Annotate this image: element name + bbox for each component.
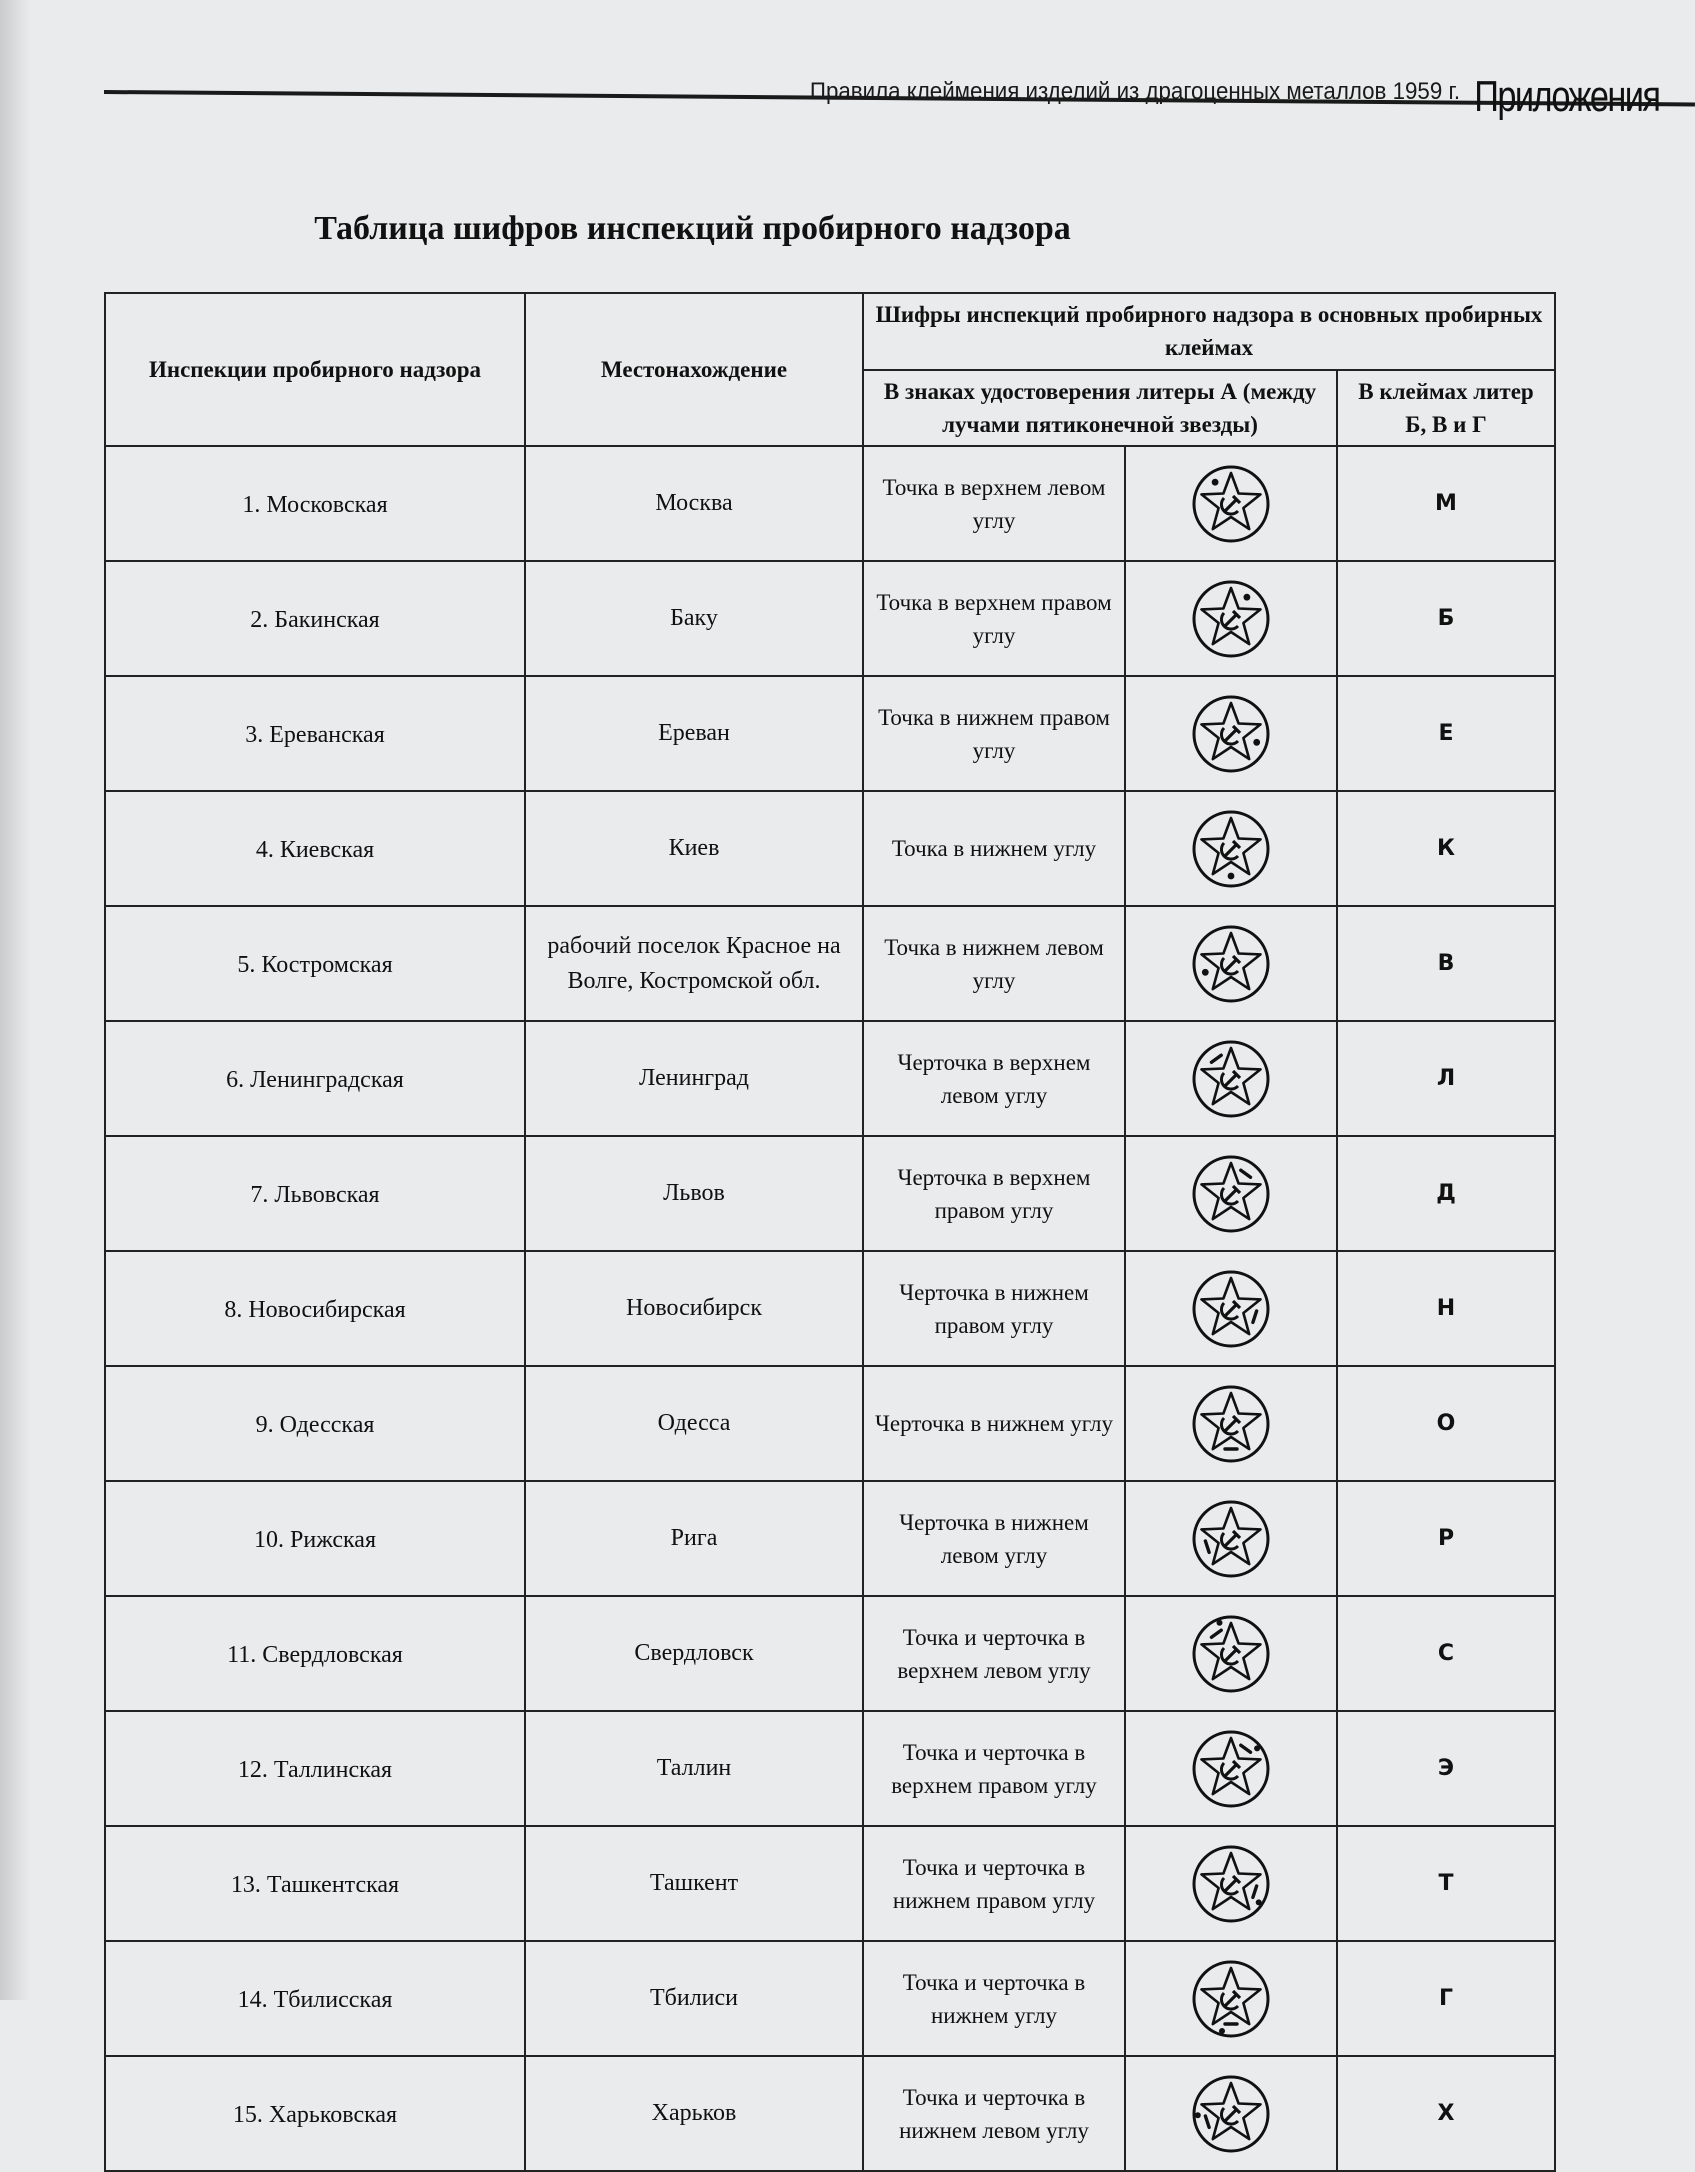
location-cell: Львов bbox=[525, 1136, 863, 1251]
mark-description-cell: Точка в нижнем левом углу bbox=[863, 906, 1125, 1021]
star-stamp-dash-lower-left-icon bbox=[1190, 1498, 1272, 1580]
stamp-cell bbox=[1125, 906, 1337, 1021]
mark-description-cell: Точка и черточка в нижнем левом углу bbox=[863, 2056, 1125, 2171]
star-stamp-dot-lower-right-icon bbox=[1190, 693, 1272, 775]
header-location: Местонахождение bbox=[525, 293, 863, 446]
inspection-cell: 5. Костромская bbox=[105, 906, 525, 1021]
running-head bbox=[104, 60, 1695, 130]
table-row bbox=[105, 1711, 1555, 1826]
codes-table bbox=[104, 292, 1556, 2172]
inspection-cell: 8. Новосибирская bbox=[105, 1251, 525, 1366]
table-row bbox=[105, 676, 1555, 791]
star-stamp-dotdash-lower-right-icon bbox=[1190, 1843, 1272, 1925]
letter-cell: Т bbox=[1337, 1826, 1555, 1941]
stamp-cell bbox=[1125, 1251, 1337, 1366]
table-row bbox=[105, 1481, 1555, 1596]
location-cell: Киев bbox=[525, 791, 863, 906]
mark-description-cell: Черточка в нижнем левом углу bbox=[863, 1481, 1125, 1596]
location-cell: Москва bbox=[525, 446, 863, 561]
inspection-cell: 9. Одесская bbox=[105, 1366, 525, 1481]
header-letter-a: В знаках удостоверения литеры А (между лучами пятиконечной звезды) bbox=[863, 370, 1337, 447]
star-stamp-dotdash-upper-left-icon bbox=[1190, 1613, 1272, 1695]
stamp-cell bbox=[1125, 1596, 1337, 1711]
inspection-cell: 15. Харьковская bbox=[105, 2056, 525, 2171]
inspection-cell: 14. Тбилисская bbox=[105, 1941, 525, 2056]
stamp-cell bbox=[1125, 1366, 1337, 1481]
letter-cell: Д bbox=[1337, 1136, 1555, 1251]
table-row bbox=[105, 791, 1555, 906]
table-row bbox=[105, 1021, 1555, 1136]
codes-table-container bbox=[104, 292, 1554, 2172]
table-row bbox=[105, 1136, 1555, 1251]
stamp-cell bbox=[1125, 1136, 1337, 1251]
mark-description-cell: Точка в нижнем углу bbox=[863, 791, 1125, 906]
inspection-cell: 11. Свердловская bbox=[105, 1596, 525, 1711]
letter-cell: О bbox=[1337, 1366, 1555, 1481]
location-cell: Ленинград bbox=[525, 1021, 863, 1136]
page-title: Таблица шифров инспекций пробирного надзора bbox=[314, 210, 1071, 247]
letter-cell: К bbox=[1337, 791, 1555, 906]
letter-cell: В bbox=[1337, 906, 1555, 1021]
star-stamp-dash-bottom-icon bbox=[1190, 1383, 1272, 1465]
table-row bbox=[105, 561, 1555, 676]
star-stamp-dotdash-upper-right-icon bbox=[1190, 1728, 1272, 1810]
star-stamp-dot-bottom-icon bbox=[1190, 808, 1272, 890]
table-row bbox=[105, 2056, 1555, 2171]
letter-cell: М bbox=[1337, 446, 1555, 561]
mark-description-cell: Точка в верхнем левом углу bbox=[863, 446, 1125, 561]
table-row bbox=[105, 1941, 1555, 2056]
page-gutter-shadow bbox=[0, 0, 30, 2000]
mark-description-cell: Черточка в нижнем углу bbox=[863, 1366, 1125, 1481]
location-cell: Тбилиси bbox=[525, 1941, 863, 2056]
letter-cell: Н bbox=[1337, 1251, 1555, 1366]
location-cell: Баку bbox=[525, 561, 863, 676]
letter-cell: Э bbox=[1337, 1711, 1555, 1826]
location-cell: Ташкент bbox=[525, 1826, 863, 1941]
table-row bbox=[105, 1251, 1555, 1366]
mark-description-cell: Точка и черточка в верхнем левом углу bbox=[863, 1596, 1125, 1711]
star-stamp-dot-lower-left-icon bbox=[1190, 923, 1272, 1005]
stamp-cell bbox=[1125, 2056, 1337, 2171]
table-row bbox=[105, 446, 1555, 561]
location-cell: Одесса bbox=[525, 1366, 863, 1481]
inspection-cell: 1. Московская bbox=[105, 446, 525, 561]
inspection-cell: 4. Киевская bbox=[105, 791, 525, 906]
location-cell: Новосибирск bbox=[525, 1251, 863, 1366]
star-stamp-dot-upper-right-icon bbox=[1190, 578, 1272, 660]
stamp-cell bbox=[1125, 561, 1337, 676]
location-cell: Рига bbox=[525, 1481, 863, 1596]
letter-cell: Л bbox=[1337, 1021, 1555, 1136]
letter-cell: Б bbox=[1337, 561, 1555, 676]
letter-cell: Г bbox=[1337, 1941, 1555, 2056]
stamp-cell bbox=[1125, 1941, 1337, 2056]
location-cell: Таллин bbox=[525, 1711, 863, 1826]
mark-description-cell: Точка в верхнем правом углу bbox=[863, 561, 1125, 676]
stamp-cell bbox=[1125, 676, 1337, 791]
header-row-1 bbox=[105, 293, 1555, 370]
header-letters-bvg: В клеймах литер Б, В и Г bbox=[1337, 370, 1555, 447]
mark-description-cell: Точка и черточка в верхнем правом углу bbox=[863, 1711, 1125, 1826]
location-cell: рабочий поселок Красное на Волге, Костромской обл. bbox=[525, 906, 863, 1021]
table-body bbox=[105, 446, 1555, 2171]
mark-description-cell: Черточка в нижнем правом углу bbox=[863, 1251, 1125, 1366]
mark-description-cell: Черточка в верхнем правом углу bbox=[863, 1136, 1125, 1251]
location-cell: Свердловск bbox=[525, 1596, 863, 1711]
stamp-cell bbox=[1125, 1711, 1337, 1826]
inspection-cell: 7. Львовская bbox=[105, 1136, 525, 1251]
header-codes-group: Шифры инспекций пробирного надзора в основных пробирных клеймах bbox=[863, 293, 1555, 370]
star-stamp-dash-upper-right-icon bbox=[1190, 1153, 1272, 1235]
inspection-cell: 3. Ереванская bbox=[105, 676, 525, 791]
table-row bbox=[105, 1366, 1555, 1481]
stamp-cell bbox=[1125, 446, 1337, 561]
inspection-cell: 6. Ленинградская bbox=[105, 1021, 525, 1136]
star-stamp-dash-lower-right-icon bbox=[1190, 1268, 1272, 1350]
mark-description-cell: Точка и черточка в нижнем правом углу bbox=[863, 1826, 1125, 1941]
inspection-cell: 2. Бакинская bbox=[105, 561, 525, 676]
section-tag: Приложения bbox=[1473, 72, 1659, 121]
star-stamp-dotdash-bottom-icon bbox=[1190, 1958, 1272, 2040]
stamp-cell bbox=[1125, 1021, 1337, 1136]
running-head-title: Правила клеймения изделий из драгоценных металлов 1959 г. bbox=[809, 78, 1460, 105]
stamp-cell bbox=[1125, 1826, 1337, 1941]
star-stamp-dotdash-lower-left-icon bbox=[1190, 2073, 1272, 2155]
star-stamp-dash-upper-left-icon bbox=[1190, 1038, 1272, 1120]
star-stamp-dot-upper-left-icon bbox=[1190, 463, 1272, 545]
mark-description-cell: Точка и черточка в нижнем углу bbox=[863, 1941, 1125, 2056]
table-row bbox=[105, 906, 1555, 1021]
letter-cell: С bbox=[1337, 1596, 1555, 1711]
mark-description-cell: Точка в нижнем правом углу bbox=[863, 676, 1125, 791]
letter-cell: Е bbox=[1337, 676, 1555, 791]
inspection-cell: 10. Рижская bbox=[105, 1481, 525, 1596]
inspection-cell: 13. Ташкентская bbox=[105, 1826, 525, 1941]
location-cell: Харьков bbox=[525, 2056, 863, 2171]
table-row bbox=[105, 1826, 1555, 1941]
letter-cell: Х bbox=[1337, 2056, 1555, 2171]
stamp-cell bbox=[1125, 1481, 1337, 1596]
letter-cell: Р bbox=[1337, 1481, 1555, 1596]
inspection-cell: 12. Таллинская bbox=[105, 1711, 525, 1826]
table-row bbox=[105, 1596, 1555, 1711]
stamp-cell bbox=[1125, 791, 1337, 906]
location-cell: Ереван bbox=[525, 676, 863, 791]
mark-description-cell: Черточка в верхнем левом углу bbox=[863, 1021, 1125, 1136]
header-inspection: Инспекции пробирного надзора bbox=[105, 293, 525, 446]
